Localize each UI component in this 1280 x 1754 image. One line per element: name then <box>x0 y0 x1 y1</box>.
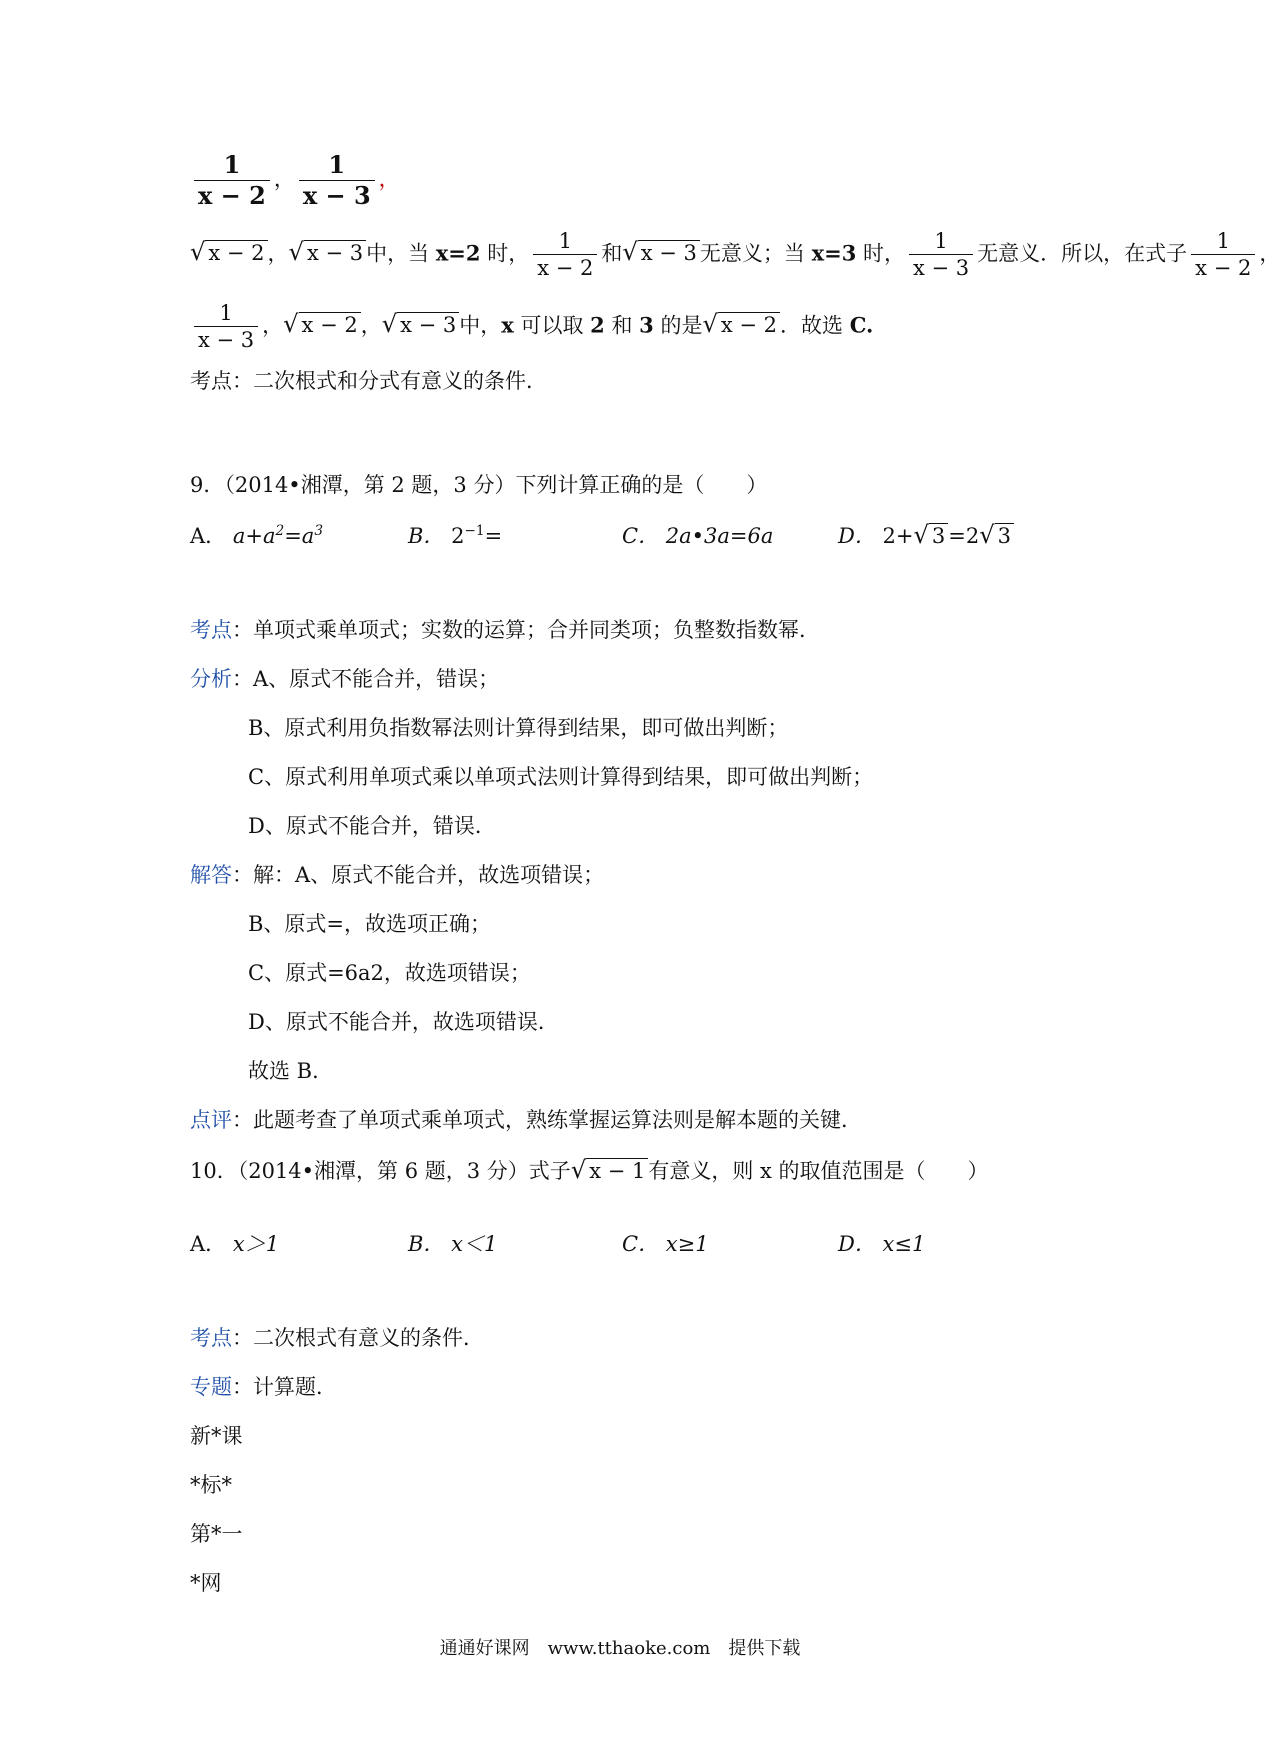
q9-fenxi-b: B、原式利用负指数幂法则计算得到结果，即可做出判断； <box>248 716 789 740</box>
q9-jieda-b: B、原式=，故选项正确； <box>248 912 492 936</box>
fraction-line: $\frac{1}{x - 2}$ ， $\frac{1}{x - 3}$ ， <box>190 150 400 211</box>
fraction-1-over-x-minus-3: $\frac{1}{x - 3}$ <box>194 300 258 354</box>
q9-option-b: B． $2^{-1}=$ <box>408 523 503 548</box>
watermark-3: 第*一 <box>190 1522 243 1546</box>
sqrt-x-minus-2: √ x − 2 <box>702 309 780 340</box>
sqrt-x-minus-2: √ x − 2 <box>283 309 361 340</box>
watermark-1: 新*课 <box>190 1424 243 1448</box>
watermark-4: *网 <box>190 1571 222 1595</box>
q10-kaodian: 考点：二次根式有意义的条件． <box>190 1326 484 1350</box>
q9-kaodian: 考点：单项式乘单项式；实数的运算；合并同类项；负整数指数幂． <box>190 618 820 642</box>
fraction-1-over-x-minus-3: $\frac{1}{x - 3}$ <box>299 150 375 211</box>
solution-line-1: √ x − 2 ，√ x − 3 中，当 x=2 时， $\frac{1}{x - 2}$ 和√ x − 3 无意义；当 x=3 时， $\frac{1}{x - 3}$ 无意义．所以，在式子 $\frac{1}{x - 2}$ ， <box>190 229 1280 281</box>
sqrt-x-minus-1: √ x − 1 <box>571 1155 649 1186</box>
q9-fenxi-c: C、原式利用单项式乘以单项式法则计算得到结果，即可做出判断； <box>248 765 874 789</box>
question-9-stem: 9．（2014•湘潭，第 2 题，3 分）下列计算正确的是（ ） <box>190 473 768 497</box>
page-footer: 通通好课网 www.tthaoke.com 提供下载 <box>439 1638 801 1659</box>
question-10-stem: 10．（2014•湘潭，第 6 题，3 分）式子√ x − 1 有意义，则 x 的取值范围是（ ） <box>190 1156 989 1184</box>
q10-option-a: A． x＞1 <box>190 1232 280 1256</box>
q10-zhuanti: 专题：计算题． <box>190 1375 337 1399</box>
q9-option-a: A． $a+a^2=a^3$ <box>190 523 323 548</box>
q10-option-d: D． x≤1 <box>838 1232 926 1256</box>
fraction-1-over-x-minus-3: $\frac{1}{x - 3}$ <box>909 228 973 282</box>
q9-jieda-e: 故选 B． <box>248 1059 334 1083</box>
q10-option-c: C． x≥1 <box>622 1232 709 1256</box>
q9-jieda-c: C、原式=6a2，故选项错误； <box>248 961 531 985</box>
q9-jieda: 解答：解：A、原式不能合并，故选项错误； <box>190 863 605 887</box>
fraction-1-over-x-minus-2: $\frac{1}{x - 2}$ <box>1191 228 1255 282</box>
q9-option-c: C． 2a•3a=6a <box>622 524 774 548</box>
sqrt-x-minus-2: √ x − 2 <box>190 237 268 268</box>
watermark-2: *标* <box>190 1473 232 1497</box>
sqrt-x-minus-3: √ x − 3 <box>382 309 460 340</box>
q9-fenxi: 分析：A、原式不能合并，错误； <box>190 667 500 691</box>
fraction-1-over-x-minus-2: $\frac{1}{x - 2}$ <box>194 150 270 211</box>
fraction-1-over-x-minus-2: $\frac{1}{x - 2}$ <box>533 228 597 282</box>
q9-fenxi-d: D、原式不能合并，错误． <box>248 814 496 838</box>
sqrt-x-minus-3: √ x − 3 <box>289 237 367 268</box>
sqrt-x-minus-3: √ x − 3 <box>622 237 700 268</box>
solution-line-2: $\frac{1}{x - 3}$ ，√ x − 2 ，√ x − 3 中，x 可以取 2 和 3 的是√ x − 2 ．故选 C. <box>190 300 873 354</box>
q9-option-d: D． 2+√ 3 =2√ 3 <box>838 520 1014 550</box>
kaodian-top: 考点：二次根式和分式有意义的条件． <box>190 369 547 393</box>
q10-option-b: B． x＜1 <box>408 1232 498 1256</box>
q9-dianping: 点评：此题考查了单项式乘单项式，熟练掌握运算法则是解本题的关键． <box>190 1108 862 1132</box>
q9-jieda-d: D、原式不能合并，故选项错误． <box>248 1010 559 1034</box>
